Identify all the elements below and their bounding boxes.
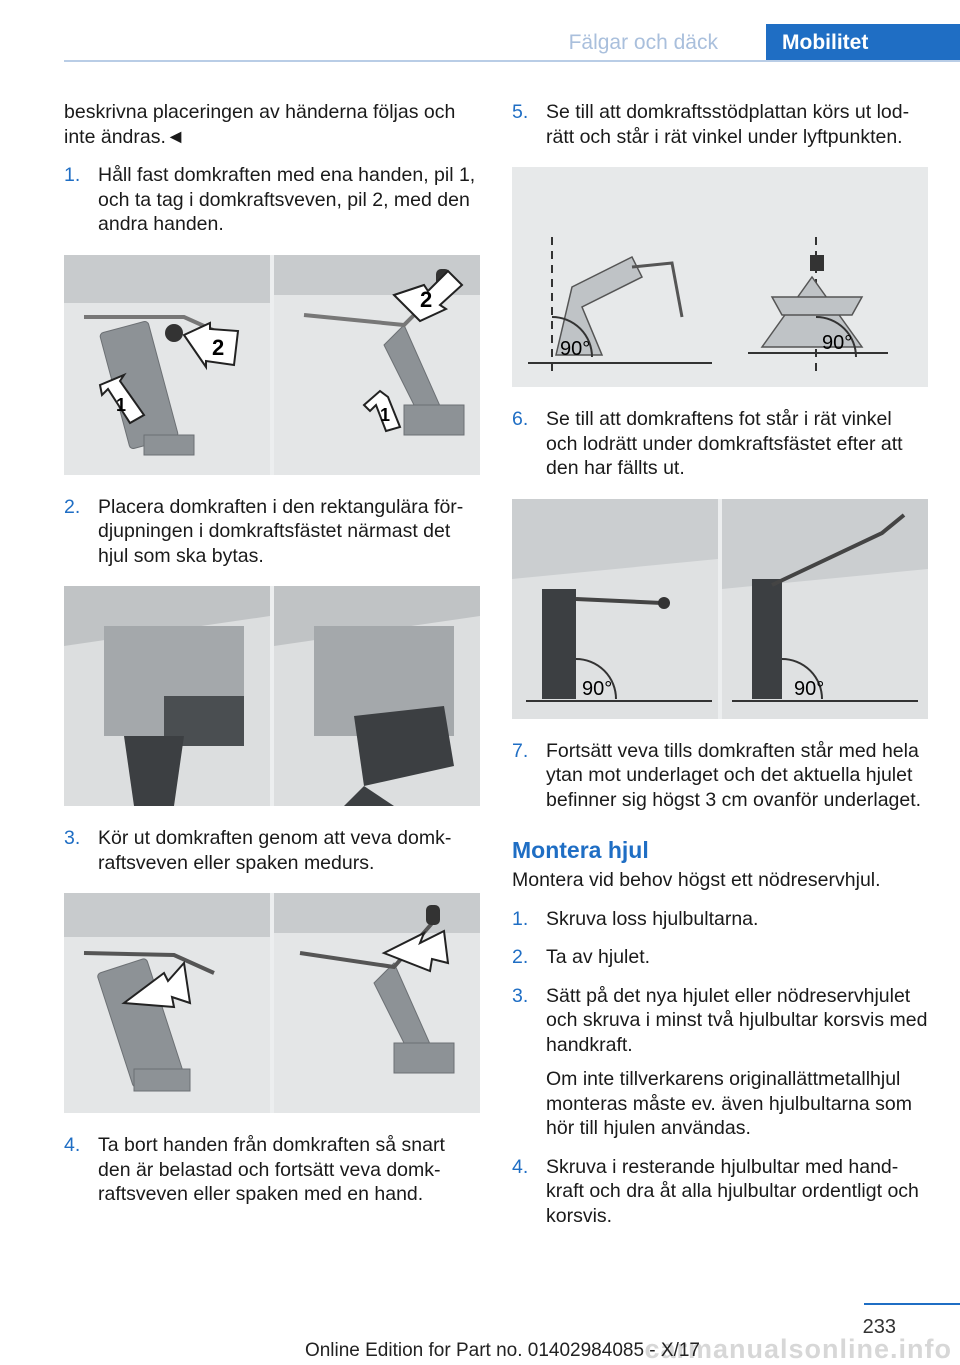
step-number: 5. <box>512 101 529 123</box>
step-number: 1. <box>512 907 529 930</box>
angle-label-6a: 90° <box>582 677 613 700</box>
section-intro: Montera vid behov högst ett nödreservhjul. <box>512 869 881 891</box>
right-column <box>512 100 928 1242</box>
step-text: Placera domkraften i den rektangulära fördjupningen i domkraftsfästet närmast det hjul som ska bytas. <box>98 495 464 567</box>
section-title-montera-hjul: Montera hjul <box>512 837 649 863</box>
fig1-label-2: 2 <box>212 334 225 360</box>
step-number: 3. <box>64 827 81 849</box>
page-number: 233 <box>862 1316 896 1338</box>
mount-step-3 <box>512 984 928 1141</box>
fig1-label-3: 1 <box>380 404 391 425</box>
step-text: Ta bort handen från domkraften så snart den är belastad och fortsätt veva domkraftsveven eller spaken med en hand. <box>98 1134 445 1205</box>
fig1-label-4: 2 <box>420 286 433 312</box>
tab-falgar-och-dack[interactable]: Fälgar och däck <box>568 31 718 54</box>
tab-mobilitet[interactable]: Mobilitet <box>766 24 960 62</box>
header-rule <box>64 60 960 62</box>
fig1-label-1: 1 <box>116 394 127 415</box>
figure-jack-mount <box>64 586 480 806</box>
step-7 <box>512 739 928 813</box>
footer-rule <box>864 1303 960 1305</box>
step-text: Sätt på det nya hjulet eller nödreservhjulet och skruva i minst två hjulbultar korsvis med handkraft. <box>546 984 928 1056</box>
step-text: Skruva loss hjulbultarna. <box>546 907 759 930</box>
step-text: Håll fast domkraften med ena handen, pil 1, och ta tag i domkraftsveven, pil 2, med den andra handen. <box>98 164 476 235</box>
step-text: Ta av hjulet. <box>546 946 651 968</box>
step-text: Se till att domkraftsstödplattan körs ut lodrätt och står i rät vinkel under lyftpunkten. <box>546 101 910 148</box>
figure-jack-vertical <box>512 167 928 387</box>
step-note: Om inte tillverkarens originallättmetallhjul monteras måste ev. även hjulbultarna som hör till hjulen användas. <box>546 1068 912 1139</box>
mount-step-2 <box>512 945 928 970</box>
step-text: Skruva i resterande hjulbultar med handkraft och dra åt alla hjulbultar ordentligt och korsvis. <box>546 1155 919 1227</box>
step-number: 2. <box>512 946 529 968</box>
figure-hold-jack <box>64 255 480 475</box>
intro-text: beskrivna placeringen av händerna följas och inte ändras.◄ <box>64 101 456 148</box>
step-text: Fortsätt veva tills domkraften står med hela ytan mot underlaget och det aktuella hjulet befinner sig högst 3 cm ovanför underlaget. <box>546 739 922 811</box>
step-number: 2. <box>64 495 81 518</box>
step-2 <box>64 495 480 569</box>
mount-step-1 <box>512 907 928 932</box>
edition-text: Online Edition for Part no. 01402984085 - X/17 <box>304 1340 700 1361</box>
step-6 <box>512 407 928 481</box>
step-4 <box>64 1133 480 1207</box>
step-number: 7. <box>512 739 529 762</box>
step-number: 3. <box>512 984 529 1007</box>
step-1 <box>64 163 480 237</box>
step-number: 1. <box>64 164 81 186</box>
angle-label-6b: 90° <box>794 677 825 700</box>
watermark: carmanualsonline.info <box>644 1334 952 1364</box>
angle-label-5a: 90° <box>560 338 591 360</box>
step-number: 6. <box>512 408 529 430</box>
step-text: Se till att domkraftens fot står i rät vinkel och lodrätt under domkraftsfästet efter att den har fällts ut. <box>546 408 903 479</box>
mount-step-4 <box>512 1155 928 1229</box>
step-5 <box>512 100 928 149</box>
angle-label-5b: 90° <box>822 332 853 354</box>
left-column <box>64 100 480 1221</box>
figure-crank-clockwise <box>64 893 480 1113</box>
step-text: Kör ut domkraften genom att veva domkraftsveven eller spaken medurs. <box>98 827 452 874</box>
figure-jack-foot <box>512 499 928 719</box>
step-number: 4. <box>64 1134 81 1156</box>
step-3 <box>64 826 480 875</box>
step-number: 4. <box>512 1155 529 1178</box>
